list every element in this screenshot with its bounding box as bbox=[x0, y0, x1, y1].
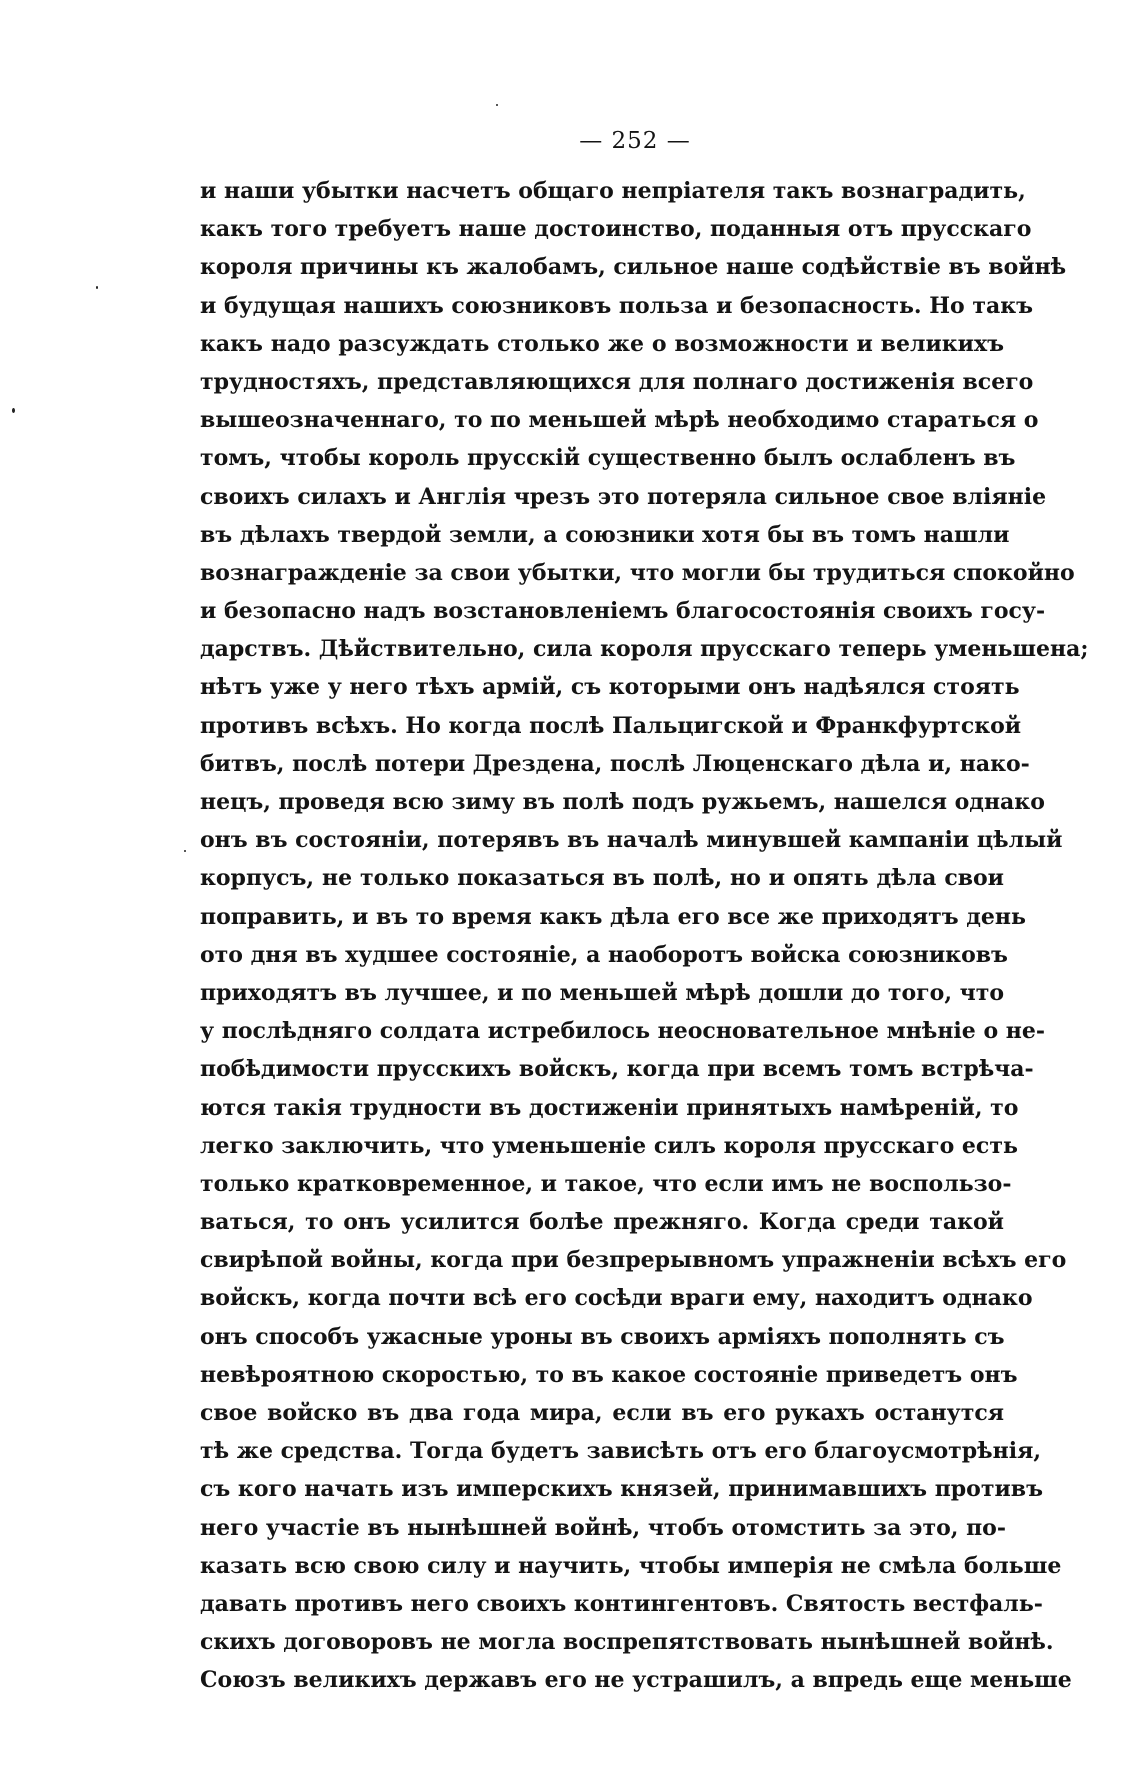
text-line: ваться, то онъ усилится болѣе прежняго. Когда среди такой bbox=[200, 1209, 1004, 1236]
text-line: только кратковременное, и такое, что если имъ не воспользо- bbox=[200, 1170, 1012, 1197]
text-line: съ кого начать изъ имперскихъ князей, принимавшихъ противъ bbox=[200, 1476, 1043, 1503]
text-line: ото дня въ худшее состояніе, а наоборотъ войска союзниковъ bbox=[200, 941, 1008, 968]
scan-speck bbox=[496, 104, 498, 106]
text-line: у послѣдняго солдата истребилось неосновательное мнѣніе о не- bbox=[200, 1018, 1046, 1045]
text-line: какъ того требуетъ наше достоинство, поданныя отъ прусскаго bbox=[200, 216, 1032, 243]
text-line: нѣтъ уже у него тѣхъ армій, съ которыми онъ надѣялся стоять bbox=[200, 674, 1020, 701]
text-line: него участіе въ нынѣшней войнѣ, чтобъ отомстить за это, по- bbox=[200, 1514, 1006, 1541]
text-line: въ дѣлахъ твердой земли, а союзники хотя бы въ томъ нашли bbox=[200, 521, 1010, 548]
scan-speck bbox=[184, 850, 186, 852]
text-line: какъ надо разсуждать столько же о возможности и великихъ bbox=[200, 330, 1004, 357]
text-line: Союзъ великихъ державъ его не устрашилъ, а впредь еще меньше bbox=[200, 1667, 1072, 1694]
text-line: трудностяхъ, представляющихся для полнаго достиженія всего bbox=[200, 368, 1034, 395]
text-line: короля причины къ жалобамъ, сильное наше содѣйствіе въ войнѣ bbox=[200, 254, 1067, 281]
text-line: томъ, чтобы король прусскій существенно былъ ослабленъ въ bbox=[200, 445, 1016, 472]
text-line: и безопасно надъ возстановленіемъ благосостоянія своихъ госу- bbox=[200, 598, 1046, 625]
page-number: — 252 — bbox=[579, 128, 691, 154]
text-line: казать всю свою силу и научить, чтобы имперія не смѣла больше bbox=[200, 1552, 1062, 1579]
text-line: поправить, и въ то время какъ дѣла его все же приходятъ день bbox=[200, 903, 1026, 930]
text-line: онъ въ состояніи, потерявъ въ началѣ минувшей кампаніи цѣлый bbox=[200, 827, 1063, 854]
text-line: войскъ, когда почти всѣ его сосѣди враги ему, находитъ однако bbox=[200, 1285, 1033, 1312]
text-line: вышеозначеннаго, то по меньшей мѣрѣ необходимо стараться о bbox=[200, 407, 1039, 434]
text-line: свирѣпой войны, когда при безпрерывномъ упражненіи всѣхъ его bbox=[200, 1247, 1067, 1274]
text-line: дарствъ. Дѣйствительно, сила короля прусскаго теперь уменьшена; bbox=[200, 636, 1089, 663]
scan-speck bbox=[96, 286, 98, 289]
text-line: свое войско въ два года мира, если въ его рукахъ останутся bbox=[200, 1400, 1004, 1426]
text-line: побѣдимости прусскихъ войскъ, когда при всемъ томъ встрѣча- bbox=[200, 1056, 1034, 1083]
text-line: легко заключить, что уменьшеніе силъ короля прусскаго есть bbox=[200, 1132, 1018, 1159]
text-line: вознагражденіе за свои убытки, что могли бы трудиться спокойно bbox=[200, 559, 1075, 586]
text-line: ются такія трудности въ достиженіи принятыхъ намѣреній, то bbox=[200, 1094, 1019, 1121]
body-text bbox=[200, 172, 1089, 1700]
text-line: и будущая нашихъ союзниковъ польза и безопасность. Но такъ bbox=[200, 292, 1034, 319]
text-line: битвъ, послѣ потери Дрездена, послѣ Люценскаго дѣла и, нако- bbox=[200, 750, 1030, 777]
text-line: нецъ, проведя всю зиму въ полѣ подъ ружьемъ, нашелся однако bbox=[200, 789, 1045, 815]
text-line: невѣроятною скоростью, то въ какое состояніе приведетъ онъ bbox=[200, 1361, 1018, 1388]
text-line: тѣ же средства. Тогда будетъ зависѣть отъ его благоусмотрѣнія, bbox=[200, 1438, 1041, 1465]
text-line: противъ всѣхъ. Но когда послѣ Пальцигской и Франкфуртской bbox=[200, 712, 1022, 739]
text-line: скихъ договоровъ не могла воспрепятствовать нынѣшней войнѣ. bbox=[200, 1629, 1054, 1656]
text-line: корпусъ, не только показаться въ полѣ, но и опять дѣла свои bbox=[200, 865, 1004, 892]
text-line: приходятъ въ лучшее, и по меньшей мѣрѣ дошли до того, что bbox=[200, 979, 1005, 1006]
scan-speck bbox=[12, 408, 15, 413]
text-line: давать противъ него своихъ контингентовъ. Святость вестфаль- bbox=[200, 1590, 1043, 1617]
text-line: и наши убытки насчетъ общаго непріателя такъ вознаградить, bbox=[200, 178, 1026, 204]
text-line: онъ способъ ужасные уроны въ своихъ арміяхъ пополнять съ bbox=[200, 1323, 1005, 1350]
text-line: своихъ силахъ и Англія чрезъ это потеряла сильное свое вліяніе bbox=[200, 483, 1047, 510]
